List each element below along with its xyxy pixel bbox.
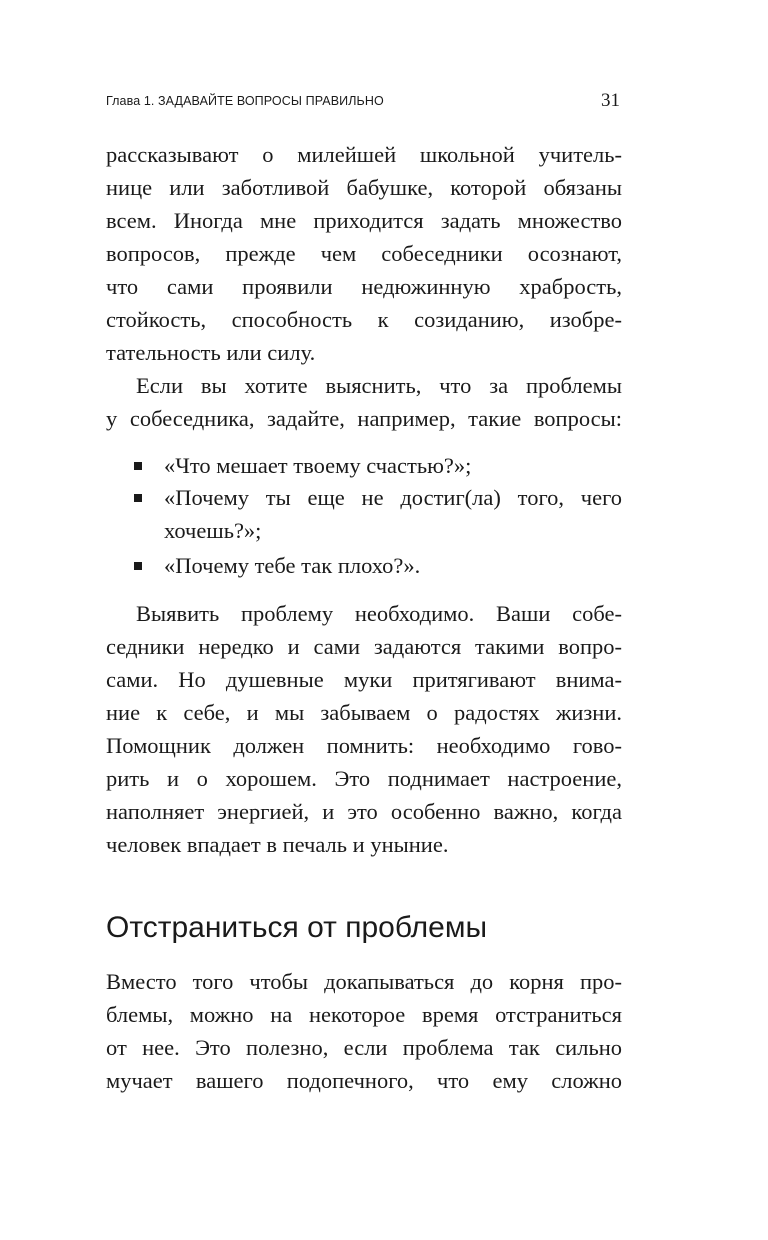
text-line: тательность или силу.	[106, 340, 316, 365]
text-line: нице или заботливой бабушке, которой обязаны	[106, 175, 622, 200]
section-heading: Отстраниться от проблемы	[106, 911, 488, 944]
text-line: вопросов, прежде чем собеседники осознают,	[106, 241, 622, 266]
text-line: Если вы хотите выяснить, что за проблемы	[136, 373, 622, 398]
list-item: «Почему ты еще не достиг(ла) того, чего	[164, 485, 622, 510]
text-line: всем. Иногда мне приходится задать множество	[106, 208, 622, 233]
text-line: наполняет энергией, и это особенно важно, когда	[106, 799, 622, 824]
list-item: «Почему тебе так плохо?».	[164, 553, 421, 578]
bullet-square-icon	[134, 494, 142, 502]
text-line: Выявить проблему необходимо. Ваши собе-	[136, 601, 622, 626]
list-item: «Что мешает твоему счастью?»;	[164, 453, 472, 478]
text-line: человек впадает в печаль и уныние.	[106, 832, 449, 857]
running-header	[106, 90, 624, 114]
text-line: рить и о хорошем. Это поднимает настроение,	[106, 766, 622, 791]
bullet-square-icon	[134, 462, 142, 470]
text-line: блемы, можно на некоторое время отстраниться	[106, 1002, 622, 1027]
text-line: мучает вашего подопечного, что ему сложно	[106, 1068, 622, 1093]
text-line: у собеседника, задайте, например, такие вопросы:	[106, 406, 622, 431]
text-line: рассказывают о милейшей школьной учитель-	[106, 142, 622, 167]
text-line: седники нередко и сами задаются такими вопро-	[106, 634, 622, 659]
list-item-continuation: хочешь?»;	[164, 518, 262, 543]
text-line: что сами проявили недюжинную храбрость,	[106, 274, 622, 299]
bullet-square-icon	[134, 562, 142, 570]
page-number: 31	[601, 90, 620, 111]
text-line: Помощник должен помнить: необходимо гово-	[106, 733, 622, 758]
text-line: от нее. Это полезно, если проблема так сильно	[106, 1035, 622, 1060]
text-line: стойкость, способность к созиданию, изобре-	[106, 307, 622, 332]
text-line: сами. Но душевные муки притягивают внима-	[106, 667, 622, 692]
running-title: Глава 1. ЗАДАВАЙТЕ ВОПРОСЫ ПРАВИЛЬНО	[106, 94, 384, 108]
text-line: Вместо того чтобы докапываться до корня про-	[106, 969, 622, 994]
text-line: ние к себе, и мы забываем о радостях жизни.	[106, 700, 622, 725]
